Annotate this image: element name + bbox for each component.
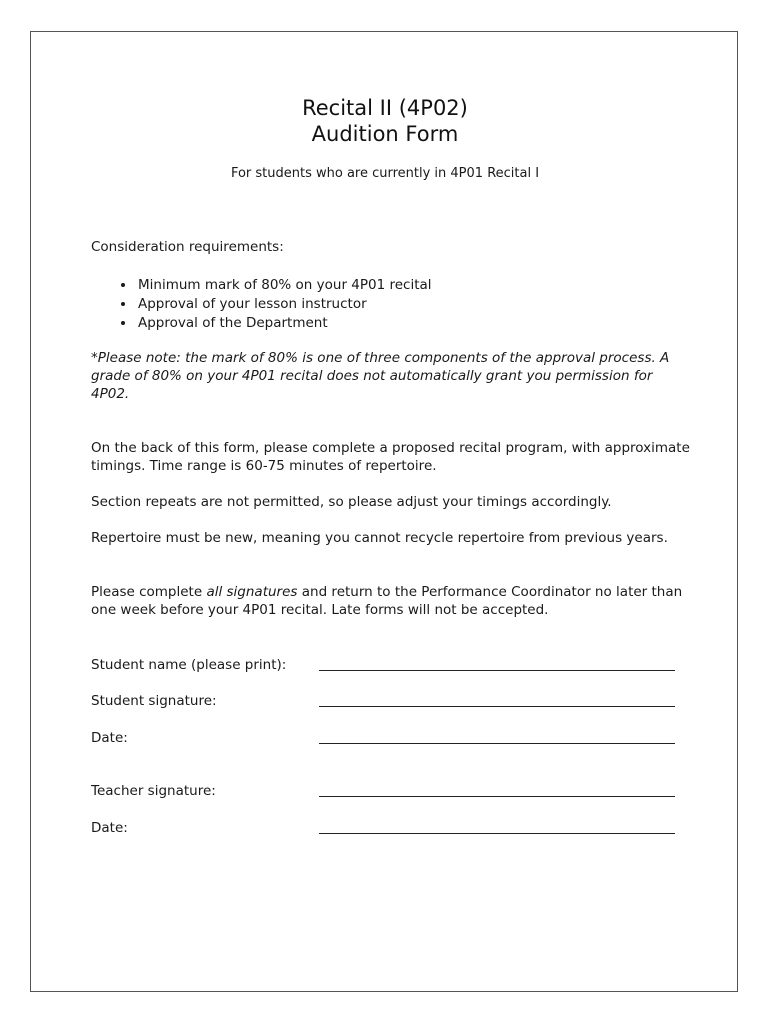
requirements-list bbox=[91, 276, 432, 333]
teacher-date-line[interactable] bbox=[319, 833, 675, 834]
teacher-signature-label: Teacher signature: bbox=[91, 783, 216, 799]
form-subtitle: For students who are currently in 4P01 Recital I bbox=[230, 166, 540, 181]
signatures-text-post: and return to the Performance Coordinator no later than one week before your 4P01 recital. Late forms will not be accepted. bbox=[91, 584, 683, 618]
date-label: Date: bbox=[91, 730, 128, 746]
repertoire-instructions: Repertoire must be new, meaning you cannot recycle repertoire from previous years. bbox=[91, 530, 668, 546]
form-page bbox=[30, 31, 738, 992]
signatures-text-emphasis: all signatures bbox=[206, 584, 298, 600]
date-line[interactable] bbox=[319, 743, 675, 744]
requirement-item: • Approval of the Department bbox=[136, 314, 432, 333]
teacher-date-label: Date: bbox=[91, 820, 128, 836]
form-title-line1: Recital II (4P02) bbox=[302, 96, 468, 120]
program-instructions: On the back of this form, please complete a proposed recital program, with approximate timings. Time range is 60-75 minutes of repertoire. bbox=[91, 440, 690, 474]
teacher-signature-line[interactable] bbox=[319, 796, 675, 797]
student-name-label: Student name (please print): bbox=[91, 657, 287, 673]
form-title-line2: Audition Form bbox=[311, 122, 459, 146]
requirement-item: • Approval of your lesson instructor bbox=[136, 295, 432, 314]
student-signature-line[interactable] bbox=[319, 706, 675, 707]
signatures-instructions bbox=[91, 583, 691, 619]
repeats-instructions: Section repeats are not permitted, so please adjust your timings accordingly. bbox=[91, 494, 612, 510]
requirements-heading: Consideration requirements: bbox=[91, 239, 284, 255]
student-name-line[interactable] bbox=[319, 670, 675, 671]
student-signature-label: Student signature: bbox=[91, 693, 217, 709]
requirement-item: • Minimum mark of 80% on your 4P01 recital bbox=[136, 276, 432, 295]
signatures-text-pre: Please complete bbox=[91, 584, 207, 600]
approval-note: *Please note: the mark of 80% is one of three components of the approval process. A grade of 80% on your 4P01 recital does not automatically grant you permission for 4P02. bbox=[91, 350, 670, 402]
